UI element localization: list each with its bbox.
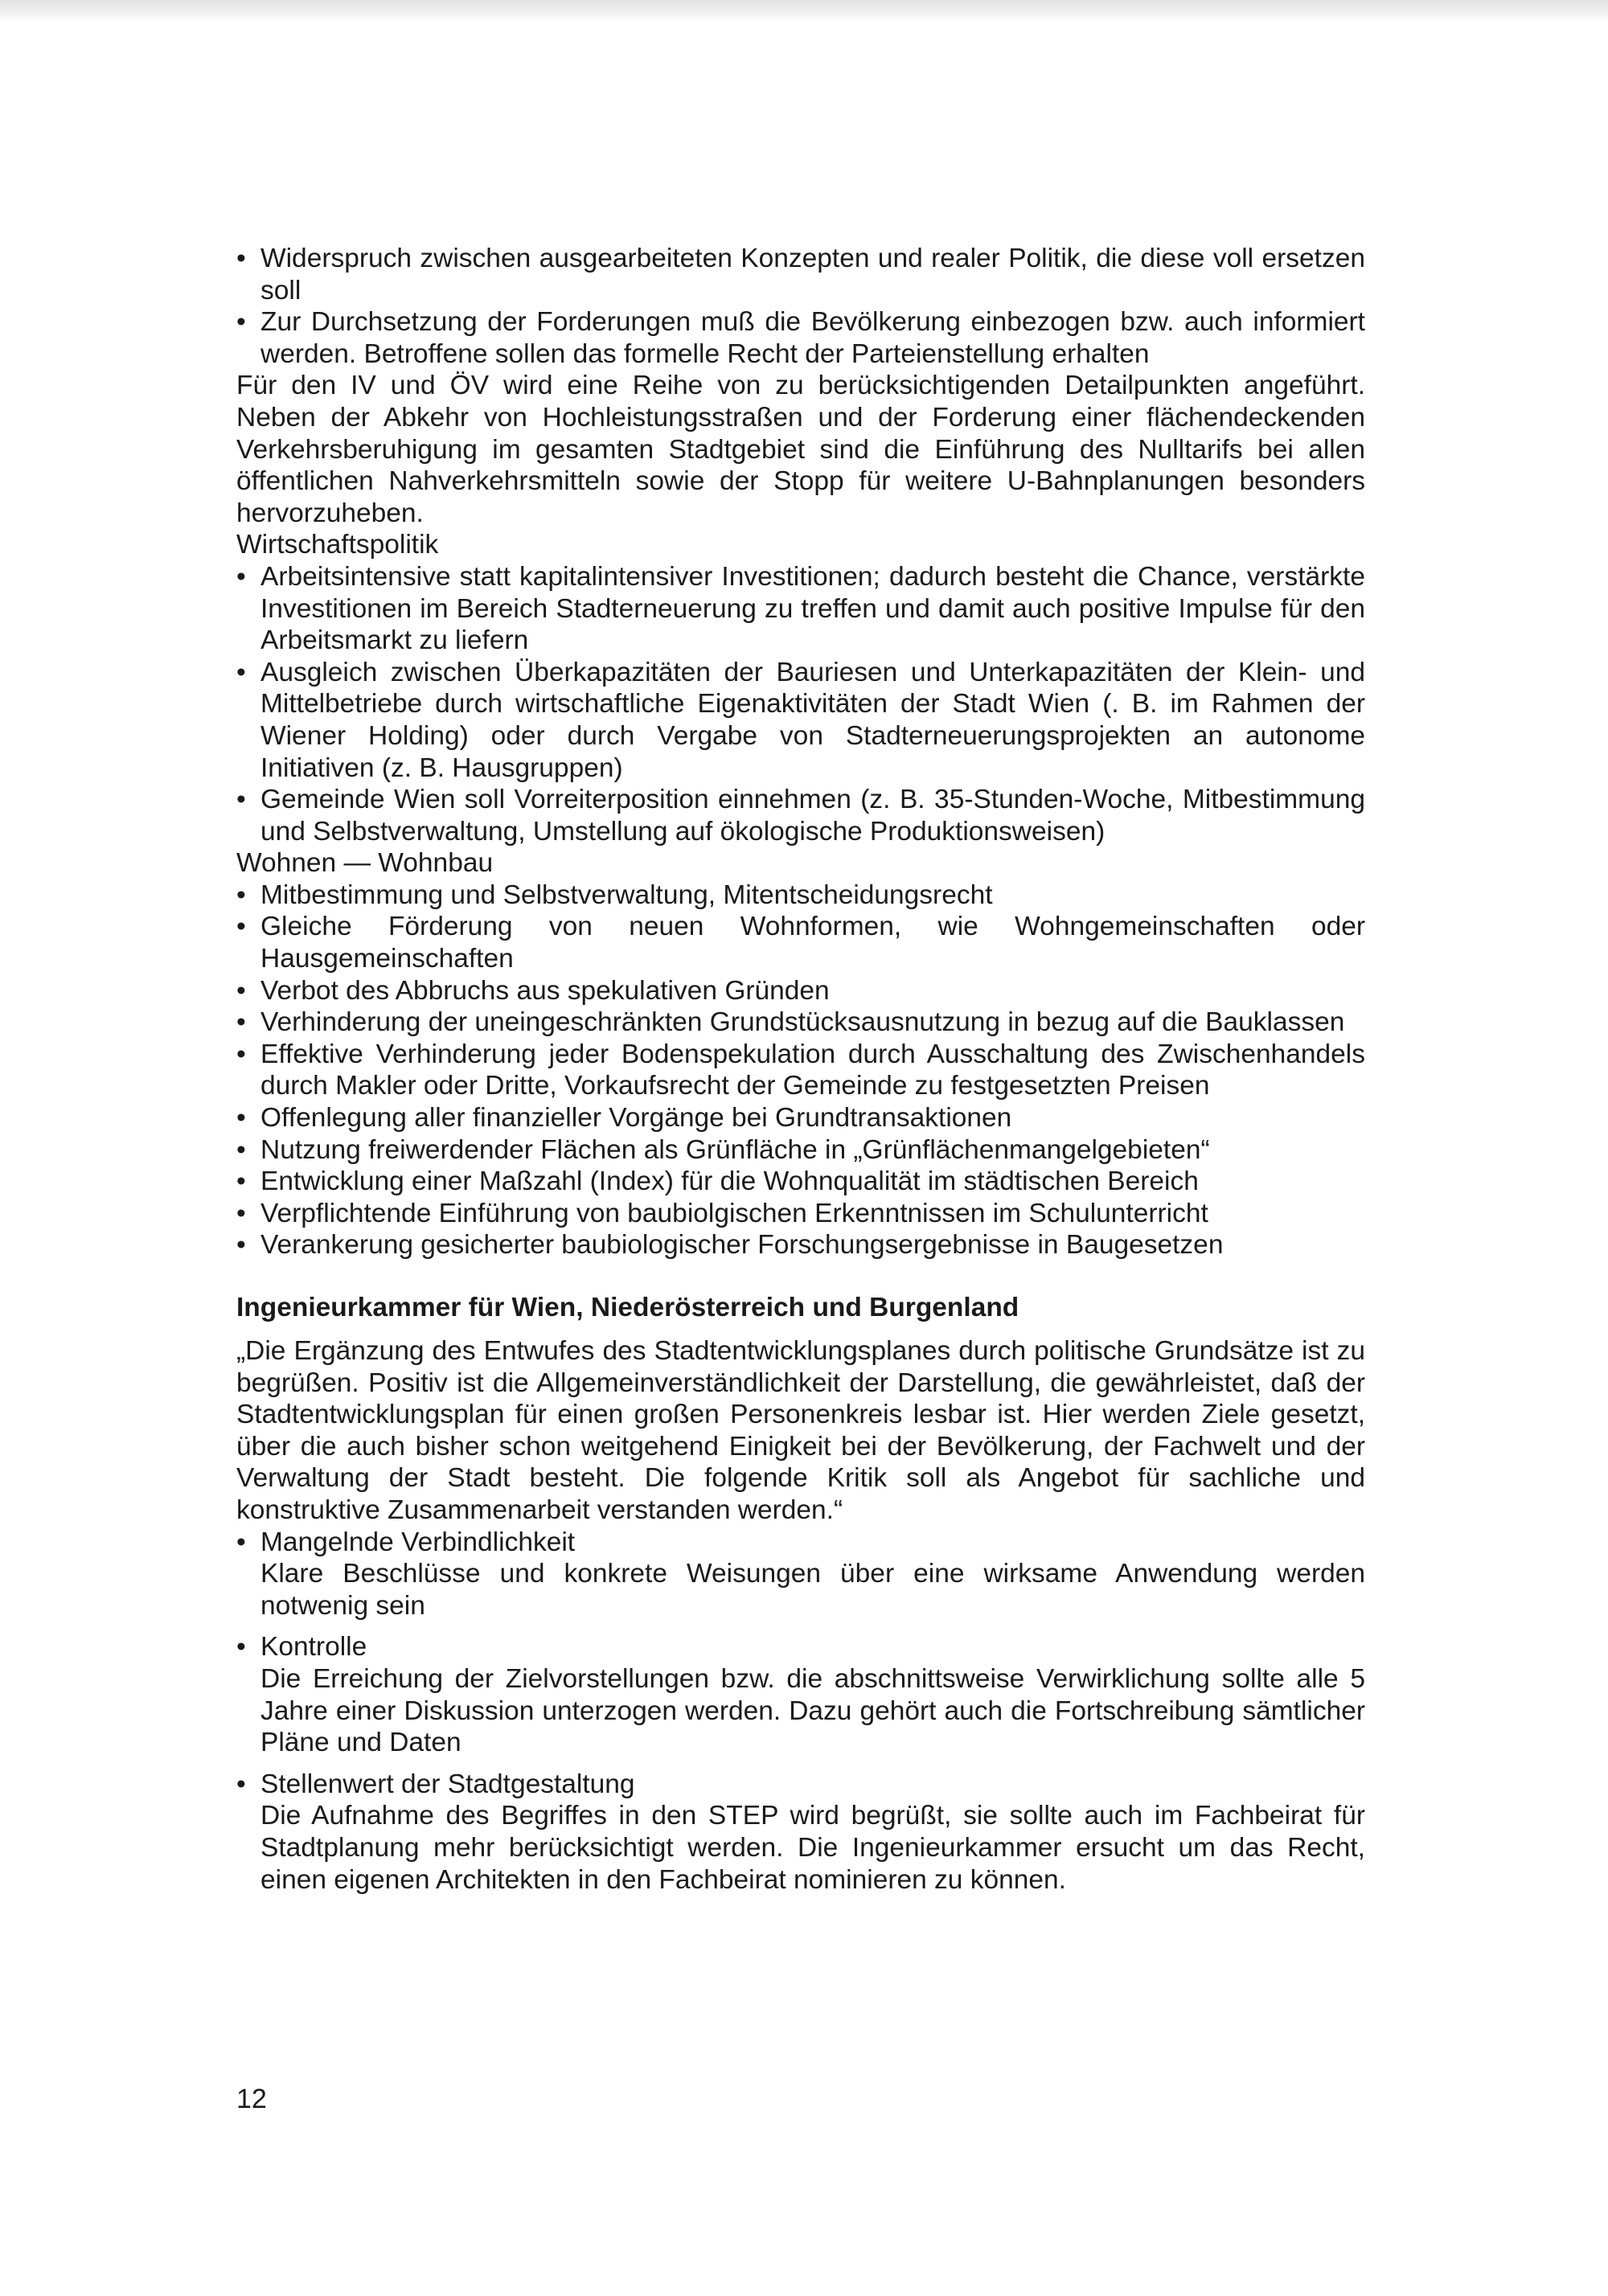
bullet-icon: • <box>236 879 246 910</box>
intro-bullet-list <box>236 243 1365 370</box>
list-item: • Verankerung gesicherter baubiologischer Forschungsergebnisse in Baugesetzen <box>236 1230 1224 1261</box>
bullet-icon: • <box>236 1769 246 1799</box>
chamber-quote: „Die Ergänzung des Entwufes des Stadtentwicklungsplanes durch politische Grundsätze ist zu begrüßen. Positiv ist die Allgemeinverständlichkeit der Darstellung, die gewährleistet, daß der Stadtentwicklungsplan für einen großen Personenkreis lesbar ist. Hier werden Ziele gesetzt, über die auch bisher schon weitgehend Einigkeit bei der Bevölkerung, der Fachwelt und der Verwaltung der Stadt besteht. Die folgende Kritik soll als Angebot für sachliche und konstruktive Zusammenarbeit verstanden werden.“ <box>236 1336 1365 1525</box>
item-body: Die Aufnahme des Begriffes in den STEP wird begrüßt, sie sollte auch im Fachbeirat für Stadtplanung mehr berücksichtigt werden. Die Ingenieurkammer ersucht um das Recht, einen eigenen Architekten in den Fachbeirat nominieren zu können. <box>260 1801 1365 1895</box>
housing-bullet-list <box>236 879 1365 1261</box>
list-item: • Zur Durchsetzung der Forderungen muß die Bevölkerung einbezogen bzw. auch informiert werden. Betroffene sollen das formelle Recht der Parteienstellung erhalten <box>236 307 1365 369</box>
bullet-icon: • <box>236 1527 246 1557</box>
page-number: 12 <box>236 2084 267 2114</box>
list-item: • Entwicklung einer Maßzahl (Index) für die Wohnqualität im städtischen Bereich <box>236 1166 1199 1197</box>
bullet-icon: • <box>236 1039 246 1069</box>
traffic-paragraph: Für den IV und ÖV wird eine Reihe von zu berücksichtigenden Detailpunkten angeführt. Neben der Abkehr von Hochleistungsstraßen und der Forderung einer flächendeckenden Verkehrsberuhigung im gesamten Stadtgebiet sind die Einführung des Nulltarifs bei allen öffentlichen Nahverkehrsmitteln sowie der Stopp für weitere U-Bahnplanungen besonders hervorzuheben. <box>236 371 1365 528</box>
item-title: Kontrolle <box>260 1632 367 1663</box>
chamber-item-list <box>236 1527 1365 1896</box>
item-body: Die Erreichung der Zielvorstellungen bzw. die abschnittsweise Verwirklichung sollte alle 5 Jahre einer Diskussion unterzogen werden. Dazu gehört auch die Fortschreibung sämtlicher Pläne und Daten <box>260 1663 1365 1758</box>
bullet-icon: • <box>236 975 246 1006</box>
economy-heading: Wirtschaftspolitik <box>236 530 439 560</box>
list-item: • Mitbestimmung und Selbstverwaltung, Mitentscheidungsrecht <box>236 879 993 910</box>
list-item: • Verpflichtende Einführung von baubiolgischen Erkenntnissen im Schulunterricht <box>236 1198 1208 1228</box>
list-item: • Verhinderung der uneingeschränkten Grundstücksausnutzung in bezug auf die Bauklassen <box>236 1007 1345 1038</box>
bullet-icon: • <box>236 1230 246 1261</box>
list-item: • Ausgleich zwischen Überkapazitäten der Bauriesen und Unterkapazitäten der Klein- und Mittelbetriebe durch wirtschaftliche Eigenaktivitäten der Stadt Wien (. B. im Rahmen der Wiener Holding) oder durch Vergabe von Stadterneuerungsprojekten an autonome Initiativen (z. B. Hausgruppen) <box>236 657 1365 783</box>
bullet-icon: • <box>236 1134 246 1165</box>
bullet-icon: • <box>236 1198 246 1228</box>
scan-top-edge <box>0 0 1608 23</box>
list-item <box>236 1527 1365 1622</box>
chamber-heading: Ingenieurkammer für Wien, Niederösterreich und Burgenland <box>236 1293 1019 1322</box>
housing-heading: Wohnen — Wohnbau <box>236 848 494 879</box>
list-item: • Offenlegung aller finanzieller Vorgänge bei Grundtransaktionen <box>236 1103 1012 1134</box>
bullet-icon: • <box>236 785 246 815</box>
list-item: • Gleiche Förderung von neuen Wohnformen, wie Wohngemeinschaften oder Hausgemeinschaften <box>236 912 1365 974</box>
bullet-icon: • <box>236 1007 246 1038</box>
item-body: Klare Beschlüsse und konkrete Weisungen über eine wirksame Anwendung werden notwenig sein <box>260 1559 1365 1621</box>
list-item <box>236 1631 1365 1758</box>
bullet-icon: • <box>236 307 246 338</box>
list-item: • Arbeitsintensive statt kapitalintensiver Investitionen; dadurch besteht die Chance, verstärkte Investitionen im Bereich Stadterneuerung zu treffen und damit auch positive Impulse für den Arbeitsmarkt zu liefern <box>236 561 1365 656</box>
bullet-icon: • <box>236 1166 246 1197</box>
item-title: Stellenwert der Stadtgestaltung <box>260 1769 635 1799</box>
economy-bullet-list <box>236 561 1365 847</box>
document-page <box>236 243 1365 1905</box>
bullet-icon: • <box>236 1103 246 1134</box>
bullet-icon: • <box>236 244 246 273</box>
list-item: • Gemeinde Wien soll Vorreiterposition einnehmen (z. B. 35-Stunden-Woche, Mitbestimmung und Selbstverwaltung, Umstellung auf ökologische Produktionsweisen) <box>236 785 1365 847</box>
list-item: • Widerspruch zwischen ausgearbeiteten Konzepten und realer Politik, die diese voll ersetzen soll <box>236 244 1365 305</box>
list-item <box>236 1769 1365 1896</box>
bullet-icon: • <box>236 1632 246 1663</box>
list-item: • Nutzung freiwerdender Flächen als Grünfläche in „Grünflächenmangelgebieten“ <box>236 1134 1210 1165</box>
bullet-icon: • <box>236 561 246 592</box>
list-item: • Verbot des Abbruchs aus spekulativen Gründen <box>236 975 830 1006</box>
list-item: • Effektive Verhinderung jeder Bodenspekulation durch Ausschaltung des Zwischenhandels durch Makler oder Dritte, Vorkaufsrecht der Gemeinde zu festgesetzten Preisen <box>236 1039 1365 1101</box>
bullet-icon: • <box>236 657 246 687</box>
bullet-icon: • <box>236 912 246 942</box>
item-title: Mangelnde Verbindlichkeit <box>260 1527 576 1557</box>
